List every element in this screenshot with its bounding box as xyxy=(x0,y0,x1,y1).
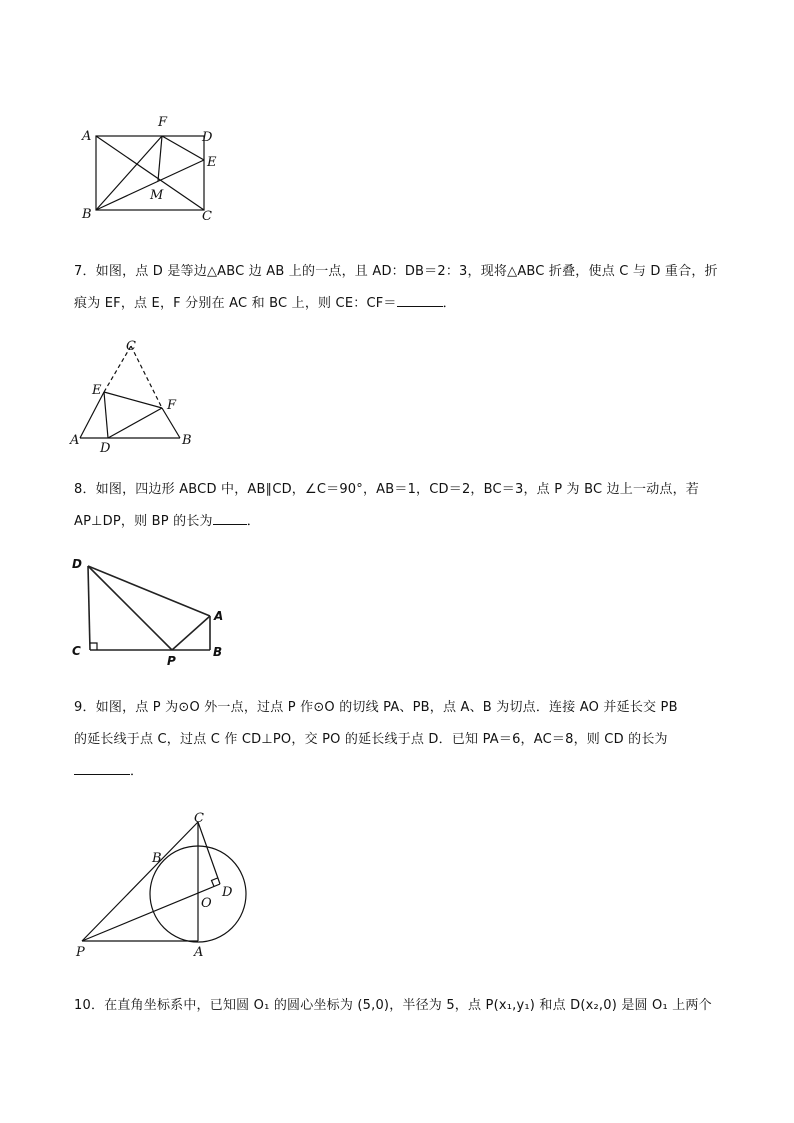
seg-dc xyxy=(88,566,90,650)
label-p: P xyxy=(167,654,176,668)
label-b: B xyxy=(152,851,162,866)
label-d: D xyxy=(100,441,111,456)
question-8-line-1: 8．如图，四边形 ABCD 中，AB∥CD，∠C＝90°，AB＝1，CD＝2，BC＝3，点 P 为 BC 边上一动点，若 xyxy=(74,482,699,497)
seg-ed xyxy=(104,392,108,438)
answer-blank-8 xyxy=(213,512,247,525)
question-9-end: ． xyxy=(130,764,144,779)
label-a: A xyxy=(214,609,224,623)
label-d: D xyxy=(202,130,213,145)
question-8 xyxy=(74,474,722,538)
question-9 xyxy=(74,692,722,788)
question-8-end: ． xyxy=(246,514,260,529)
figure-rectangle-abcd xyxy=(70,110,230,230)
label-a: A xyxy=(82,129,92,144)
label-a: A xyxy=(70,433,80,448)
right-angle-mark-c xyxy=(90,643,97,650)
label-b: B xyxy=(213,645,223,659)
answer-blank-9 xyxy=(74,762,130,775)
question-7-line-1: 7．如图，点 D 是等边△ABC 边 AB 上的一点，且 AD：DB＝2：3，现将△ABC 折叠，使点 C 与 D 重合，折 xyxy=(74,264,718,279)
figure-triangle-fold xyxy=(66,336,206,456)
question-9-line-2: 的延长线于点 C，过点 C 作 CD⊥PO，交 PO 的延长线于点 D．已知 PA＝6，AC＝8，则 CD 的长为 xyxy=(74,732,668,747)
figure-circle-tangents xyxy=(66,808,266,968)
label-e: E xyxy=(92,383,102,398)
seg-dp xyxy=(88,566,172,650)
label-d: D xyxy=(222,885,233,900)
label-b: B xyxy=(82,207,92,222)
question-8-text: AP⊥DP，则 BP 的长为 xyxy=(74,514,213,529)
label-e: E xyxy=(207,155,217,170)
question-7 xyxy=(74,256,722,320)
question-7-end: ． xyxy=(442,296,456,311)
question-7-text: 痕为 EF，点 E，F 分别在 AC 和 BC 上，则 CE：CF＝ xyxy=(74,296,397,311)
question-10-line-1: 10．在直角坐标系中，已知圆 O₁ 的圆心坐标为 (5,0)，半径为 5，点 P(x₁,y₁) 和点 D(x₂,0) 是圆 O₁ 上两个 xyxy=(74,998,712,1013)
seg-ef xyxy=(104,392,162,408)
seg-pa xyxy=(172,616,210,650)
label-o: O xyxy=(201,896,212,911)
seg-cd xyxy=(198,822,220,884)
label-a: A xyxy=(194,945,204,960)
seg-da xyxy=(88,566,210,616)
question-10 xyxy=(74,990,722,1022)
seg-pc xyxy=(82,822,198,941)
label-f: F xyxy=(158,115,168,130)
figure-quadrilateral-abcd xyxy=(66,552,236,672)
label-b: B xyxy=(182,433,192,448)
seg-fe xyxy=(162,136,204,160)
question-9-line-3 xyxy=(74,756,722,788)
label-c: C xyxy=(194,811,204,826)
label-f: F xyxy=(167,398,177,413)
seg-cf-dashed xyxy=(131,346,162,408)
seg-fm xyxy=(158,136,162,181)
label-c: C xyxy=(126,339,136,354)
label-d: D xyxy=(72,557,82,571)
label-m: M xyxy=(150,188,164,203)
seg-pd xyxy=(82,884,220,941)
label-c: C xyxy=(72,644,81,658)
question-7-line-2 xyxy=(74,288,722,320)
answer-blank-7 xyxy=(397,294,443,307)
question-9-line-1: 9．如图，点 P 为⊙O 外一点，过点 P 作⊙O 的切线 PA、PB，点 A、B 为切点．连接 AO 并延长交 PB xyxy=(74,700,678,715)
seg-ae xyxy=(80,392,104,438)
seg-df xyxy=(108,408,162,438)
label-c: C xyxy=(202,209,212,224)
label-p: P xyxy=(76,945,85,960)
question-8-line-2 xyxy=(74,506,722,538)
